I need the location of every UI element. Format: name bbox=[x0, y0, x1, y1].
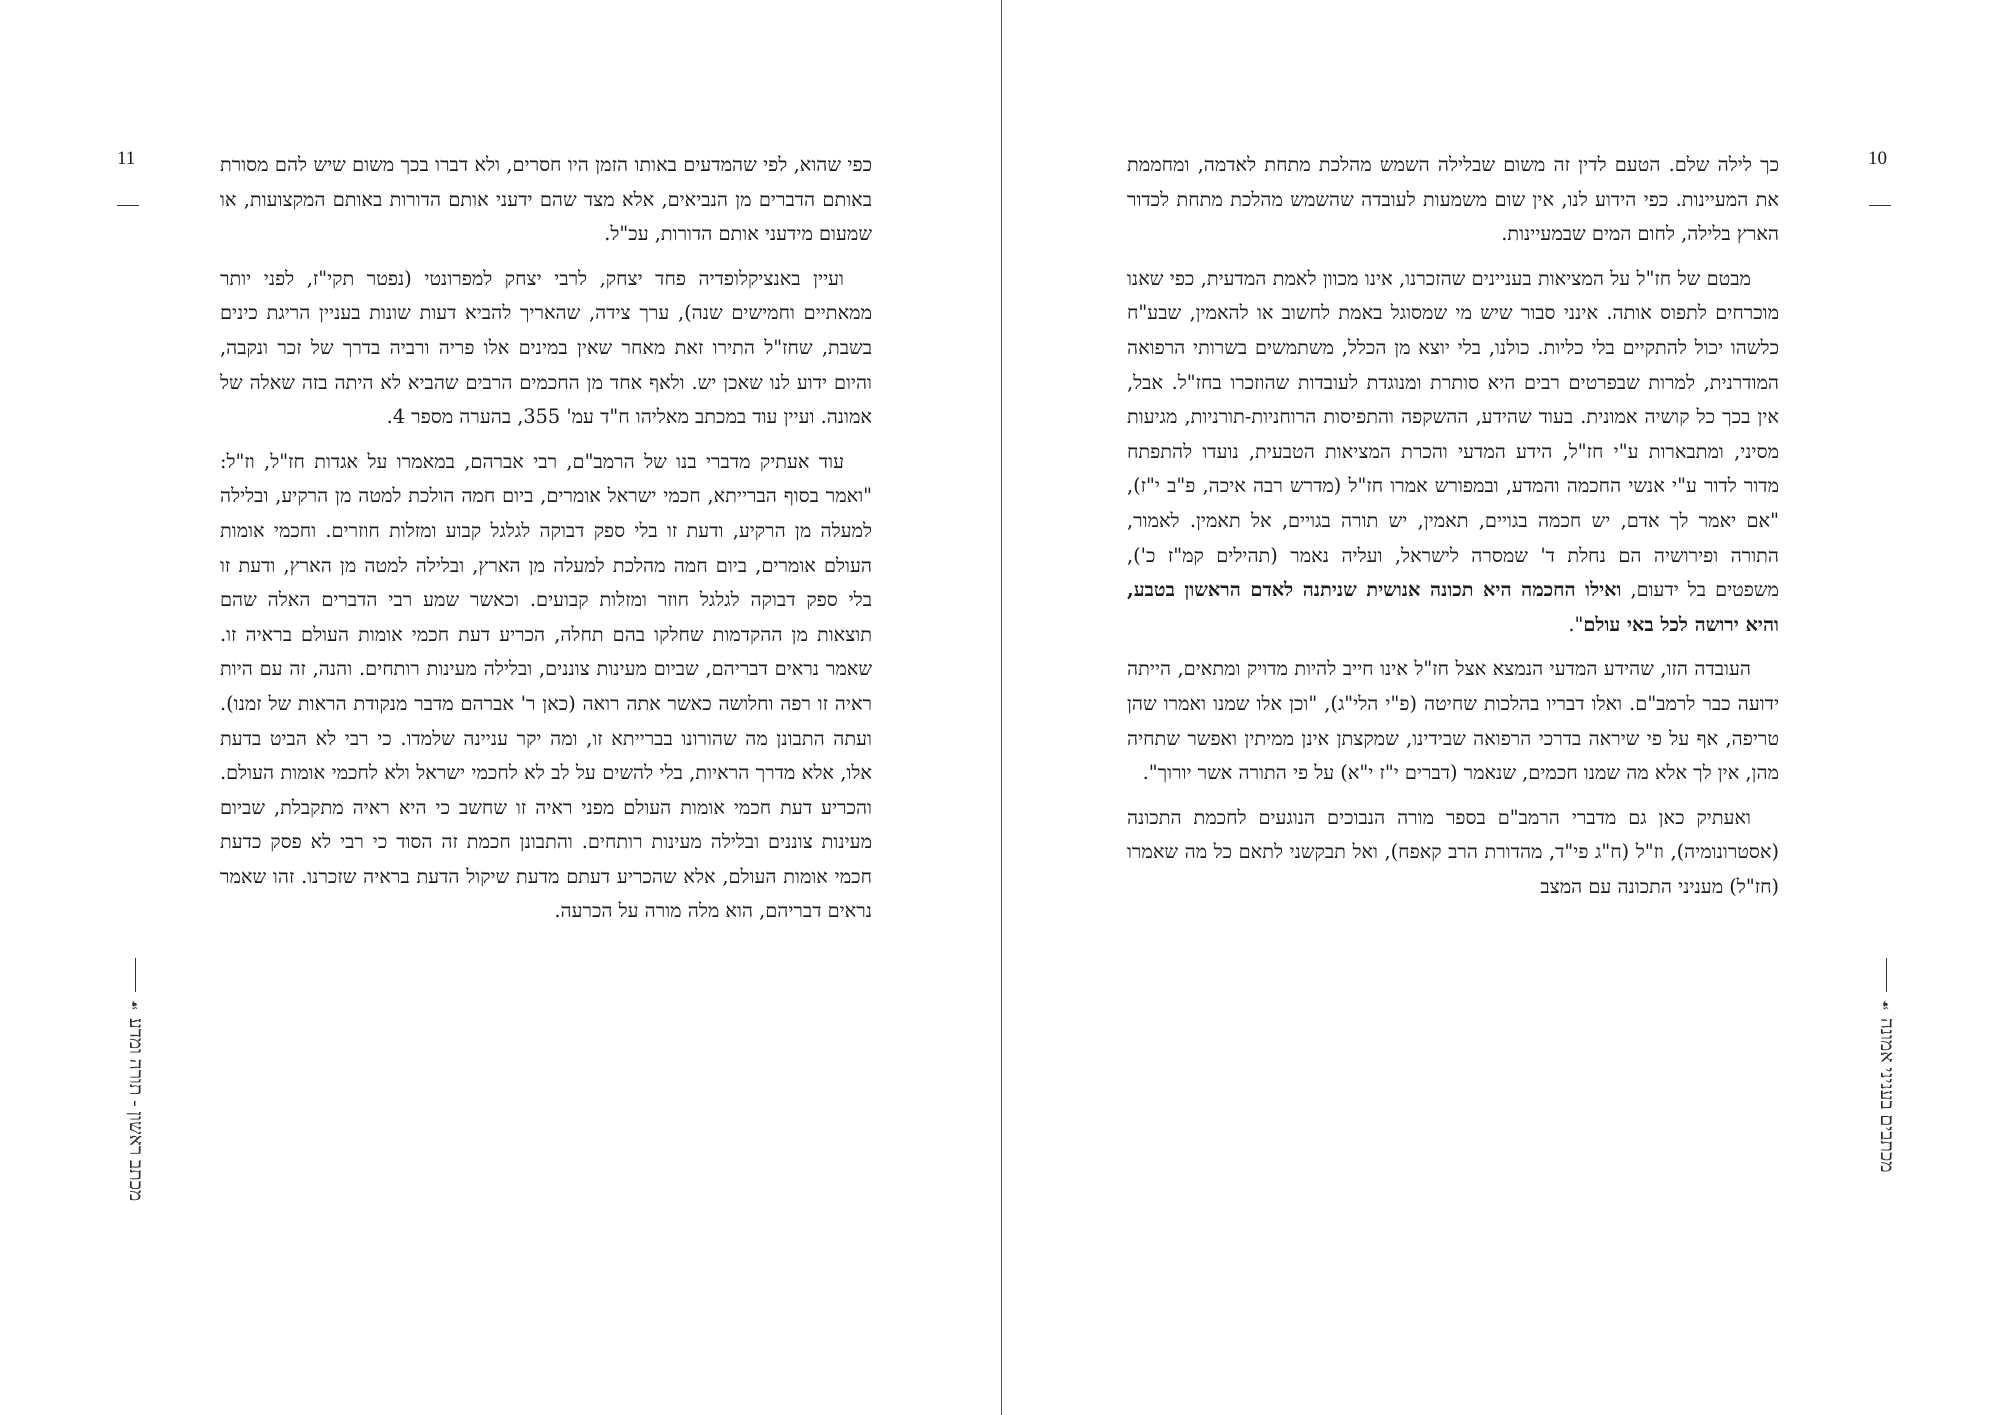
right-paragraph-1: כך לילה שלם. הטעם לדין זה משום שבלילה השמש מהלכת מתחת לאדמה, ומחממת את המעיינות. כפי הידוע לנו, אין שום משמעות לעובדה שהשמש מהלכת מתחת לכדור הארץ בלילה, לחום המים שבמעיינות. bbox=[1127, 153, 1779, 246]
page-number-left: 11 bbox=[117, 148, 136, 169]
running-head-rule-right bbox=[1886, 958, 1887, 992]
running-head-mark-left: ☙ bbox=[127, 999, 142, 1011]
right-page-body bbox=[1127, 148, 1779, 904]
left-paragraph-2: ועיין באנציקלופדיה פחד יצחק, לרבי יצחק למפרונטי (נפטר תקי"ז, לפני יותר ממאתיים וחמישים שנה), ערך צידה, שהאריך להביא דעות שונות בעניין הריגת כינים בשבת, שחז"ל התירו זאת מאחר שאין במינים אלו פריה ורביה בדרך של זכר ונקבה, והיום ידוע לנו שאכן יש. ולאף אחד מן החכמים הרבים שהביא לא היתה בזה שאלה של אמונה. ועיין עוד במכתב מאליהו ח"ד עמ' 355, בהערה מספר 4. bbox=[220, 266, 872, 429]
running-head-rule-left bbox=[135, 958, 136, 992]
page-number-right: 10 bbox=[1868, 148, 1887, 169]
running-head-mark-right: ☙ bbox=[1878, 999, 1893, 1011]
left-paragraph-3: עוד אעתיק מדברי בנו של הרמב"ם, רבי אברהם, במאמרו על אגדות חז"ל, וז"ל: "ואמר בסוף הברייתא, חכמי ישראל אומרים, ביום חמה הולכת למטה מן הרקיע, ובלילה למעלה מן הרקיע, ודעת זו בלי ספק דבוקה לגלגל קבוע ומזלות חוזרים. וחכמי אומות העולם אומרים, ביום חמה מהלכת למעלה מן הארץ, ובלילה למטה מן הארץ, ודעת זו בלי ספק דבוקה לגלגל חוזר ומזלות קבועים. וכאשר שמע רבי הדברים האלה שהם תוצאות מן ההקדמות שחלקו בהם תחלה, הכריע דעת חכמי אומות העולם בראיה זו. שאמר נראים דבריהם, שביום מעינות צוננים, ובלילה מעינות רותחים. והנה, זה עם היות ראיה זו רפה וחלושה כאשר אתה רואה (כאן ר' אברהם מדבר מנקודת הראות של זמנו). ועתה התבונן מה שהורונו בברייתא זו, ומה יקר עניינה שלמדו. כי רבי לא הביט בדעת אלו, אלא מדרך הראיות, בלי להשים על לב לא לחכמי ישראל ולא לחכמי אומות העולם. והכריע דעת חכמי אומות העולם מפני ראיה זו שחשב כי היא ראיה מתקבלת, שביום מעינות צוננים ובלילה מעינות רותחים. והתבונן חכמת זה הסוד כי רבי לא פסק כדעת חכמי אומות העולם, אלא שהכריע דעתם מדעת שיקול הדעת בראיה שזכרנו. זהו שאמר נראים דבריהם, הוא מלה מורה על הכרעה. bbox=[220, 449, 872, 923]
right-paragraph-2 bbox=[1127, 262, 1779, 643]
running-head-left: מכתב ראשון - תורה ומדע bbox=[125, 1018, 146, 1202]
right-paragraph-2-text: מבטם של חז"ל על המציאות בעניינים שהזכרנו, אינו מכוון לאמת המדעית, כפי שאנו מוכרחים לתפוס אותה. אינני סבור שיש מי שמסוגל באמת לחשוב או להאמין, שבע"ח כלשהו יכול להתקיים בלי כליות. כולנו, בלי יוצא מן הכלל, משתמשים בשרותי הרפואה המודרנית, למרות שבפרטים רבים היא סותרת ומנוגדת לעובדות שהוזכרו בחז"ל. אבל, אין בכך כל קושיה אמונית. בעוד שהידע, ההשקפה והתפיסות הרוחניות-תורניות, מגיעות מסיני, ומתבארות ע"י חז"ל, הידע המדעי והכרת המציאות הטבעית, נועדו להתפתח מדור לדור ע"י אנשי החכמה והמדע, ובמפורש אמרו חז"ל (מדרש רבה איכה, פ"ב י"ז), "אם יאמר לך אדם, יש חכמה בגויים, תאמין, יש תורה בגויים, אל תאמין. לאמור, התורה ופירושיה הם נחלת ד' שמסרה לישראל, ועליה נאמר (תהילים קמ"ז כ'), משפטים בל ידעום, bbox=[1127, 266, 1779, 602]
page-number-dash-right bbox=[1869, 205, 1891, 206]
page-number-dash-left bbox=[117, 205, 139, 206]
running-head-right: מכתבים בעניני אמונה bbox=[1876, 1018, 1897, 1173]
left-page-body bbox=[220, 148, 872, 929]
right-paragraph-2-bold: ואילו החכמה היא תכונה אנושית שניתנה לאדם הראשון בטבע, והיא ירושה לכל באי עולם bbox=[1127, 578, 1779, 636]
right-paragraph-4: ואעתיק כאן גם מדברי הרמב"ם בספר מורה הנבוכים הנוגעים לחכמת התכונה (אסטרונומיה), וז"ל (ח"ג פי"ד, מהדורת הרב קאפח), ואל תבקשני לתאם כל מה שאמרו (חז"ל) מעניני התכונה עם המצב bbox=[1127, 805, 1779, 898]
left-paragraph-1: כפי שהוא, לפי שהמדעים באותו הזמן היו חסרים, ולא דברו בכך משום שיש להם מסורת באותם הדברים מן הנביאים, אלא מצד שהם ידעני אותם הדורות באותם המקצועות, או שמעום מידעני אותם הדורות, עכ"ל. bbox=[220, 153, 872, 246]
right-paragraph-2-tail: ". bbox=[1568, 612, 1584, 636]
book-spine bbox=[1001, 0, 1002, 1415]
right-paragraph-3: העובדה הזו, שהידע המדעי הנמצא אצל חז"ל אינו חייב להיות מדויק ומתאים, הייתה ידועה כבר לרמב"ם. ואלו דבריו בהלכות שחיטה (פ"י הלי"ג), "וכן אלו שמנו ואמרו שהן טריפה, אף על פי שיראה בדרכי הרפואה שבידינו, שמקצתן אינן ממיתין ואפשר שתחיה מהן, אין לך אלא מה שמנו חכמים, שנאמר (דברים י"ז י"א) על פי התורה אשר יורוך". bbox=[1127, 657, 1779, 785]
